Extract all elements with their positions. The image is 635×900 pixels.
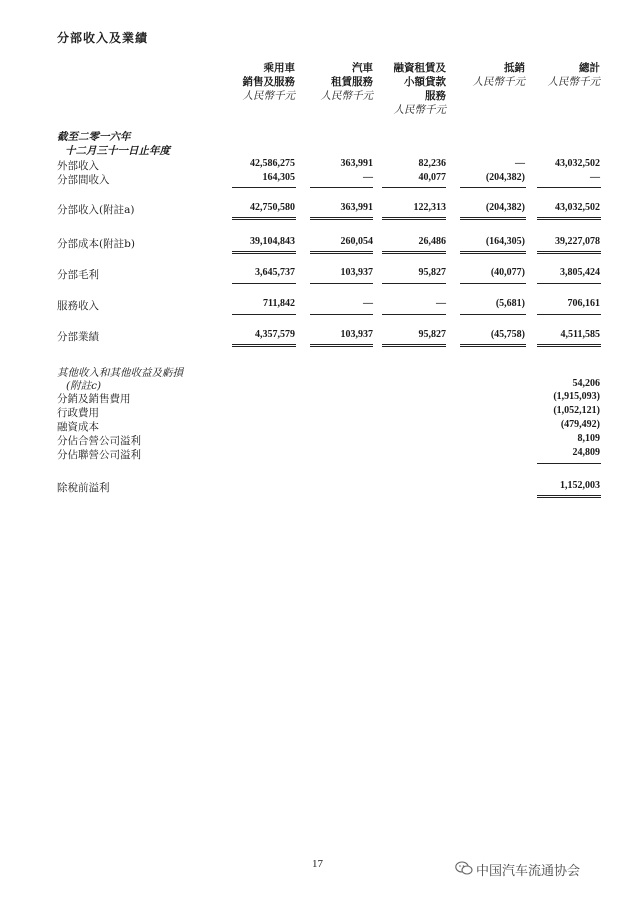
divider-line bbox=[232, 187, 296, 188]
table-cell: — bbox=[363, 172, 373, 183]
recon-label: 行政費用 bbox=[57, 407, 99, 419]
table-cell: 39,104,843 bbox=[250, 236, 295, 247]
table-cell: 4,357,579 bbox=[255, 329, 295, 340]
divider-line bbox=[232, 283, 296, 284]
double-divider-line bbox=[537, 344, 601, 347]
column-header-passenger bbox=[243, 61, 296, 103]
divider-line bbox=[460, 187, 526, 188]
table-cell: 3,645,737 bbox=[255, 267, 295, 278]
double-divider-line bbox=[382, 344, 446, 347]
row-label: 分部間收入 bbox=[57, 174, 110, 186]
divider-line bbox=[537, 314, 601, 315]
recon-label: 分佔合營公司溢利 bbox=[57, 435, 141, 447]
period-heading: 十二月三十一日止年度 bbox=[65, 145, 170, 157]
recon-label: (附註c) bbox=[66, 380, 102, 392]
column-header-unit: 人民幣千元 bbox=[393, 104, 446, 116]
divider-line bbox=[537, 283, 601, 284]
divider-line bbox=[537, 463, 601, 464]
table-cell: 4,511,585 bbox=[560, 329, 600, 340]
page-title: 分部收入及業績 bbox=[57, 31, 149, 45]
table-cell: (204,382) bbox=[485, 172, 525, 183]
row-label: 分部成本(附註b) bbox=[57, 238, 135, 250]
recon-label: 分銷及銷售費用 bbox=[57, 393, 131, 405]
column-header-unit: 人民幣千元 bbox=[547, 76, 600, 88]
table-cell: 43,032,502 bbox=[555, 202, 600, 213]
column-header-line: 融資租賃及 bbox=[393, 62, 446, 74]
column-header-line: 租賃服務 bbox=[331, 76, 373, 88]
divider-line bbox=[232, 314, 296, 315]
wechat-icon bbox=[455, 861, 473, 875]
column-header-line: 服務 bbox=[425, 90, 446, 102]
table-cell: (204,382) bbox=[485, 202, 525, 213]
double-divider-line bbox=[537, 217, 601, 220]
table-cell: 706,161 bbox=[567, 298, 600, 309]
table-cell: (45,758) bbox=[490, 329, 525, 340]
divider-line bbox=[537, 187, 601, 188]
table-cell: — bbox=[515, 158, 525, 169]
double-divider-line bbox=[382, 217, 446, 220]
column-header-line: 小額貸款 bbox=[404, 76, 446, 88]
recon-value: 24,809 bbox=[572, 447, 600, 458]
column-header-rental bbox=[321, 61, 374, 103]
page-number: 17 bbox=[312, 858, 323, 870]
column-header-finance bbox=[394, 61, 447, 117]
table-cell: 164,305 bbox=[262, 172, 295, 183]
table-cell: (164,305) bbox=[485, 236, 525, 247]
table-cell: — bbox=[590, 172, 600, 183]
column-header-line: 銷售及服務 bbox=[242, 76, 295, 88]
divider-line bbox=[460, 314, 526, 315]
divider-line bbox=[310, 283, 373, 284]
row-label: 分部毛利 bbox=[57, 269, 99, 281]
table-cell: 122,313 bbox=[413, 202, 446, 213]
recon-label: 分佔聯營公司溢利 bbox=[57, 449, 141, 461]
table-cell: 103,937 bbox=[340, 329, 373, 340]
row-label: 分部收入(附註a) bbox=[57, 204, 135, 216]
column-header-line: 汽車 bbox=[352, 62, 373, 74]
divider-line bbox=[310, 187, 373, 188]
table-cell: 42,586,275 bbox=[250, 158, 295, 169]
divider-line bbox=[382, 314, 446, 315]
row-label: 外部收入 bbox=[57, 160, 99, 172]
divider-line bbox=[310, 314, 373, 315]
recon-value: (1,915,093) bbox=[553, 391, 600, 402]
table-cell: — bbox=[363, 298, 373, 309]
table-cell: 363,991 bbox=[340, 158, 373, 169]
double-divider-line bbox=[537, 251, 601, 254]
table-cell: 42,750,580 bbox=[250, 202, 295, 213]
table-cell: 103,937 bbox=[340, 267, 373, 278]
profit-before-tax-value: 1,152,003 bbox=[560, 480, 600, 491]
table-cell: 43,032,502 bbox=[555, 158, 600, 169]
column-header-line: 總計 bbox=[579, 62, 600, 74]
period-heading: 截至二零一六年 bbox=[57, 131, 131, 143]
divider-line bbox=[460, 283, 526, 284]
double-divider-line bbox=[460, 217, 526, 220]
table-cell: (40,077) bbox=[490, 267, 525, 278]
double-divider-line bbox=[537, 495, 601, 498]
column-header-unit: 人民幣千元 bbox=[472, 76, 525, 88]
column-header-unit: 人民幣千元 bbox=[320, 90, 373, 102]
double-divider-line bbox=[310, 344, 373, 347]
profit-before-tax-label: 除稅前溢利 bbox=[57, 482, 110, 494]
row-label: 服務收入 bbox=[57, 300, 99, 312]
divider-line bbox=[382, 187, 446, 188]
column-header-total bbox=[548, 61, 601, 89]
double-divider-line bbox=[460, 251, 526, 254]
double-divider-line bbox=[232, 344, 296, 347]
column-header-elimination bbox=[473, 61, 526, 89]
recon-label: 融資成本 bbox=[57, 421, 99, 433]
table-cell: 95,827 bbox=[418, 329, 446, 340]
row-label: 分部業績 bbox=[57, 331, 99, 343]
table-cell: 711,842 bbox=[263, 298, 295, 309]
recon-label: 其他收入和其他收益及虧損 bbox=[57, 367, 183, 379]
double-divider-line bbox=[460, 344, 526, 347]
table-cell: 39,227,078 bbox=[555, 236, 600, 247]
double-divider-line bbox=[310, 217, 373, 220]
table-cell: (5,681) bbox=[495, 298, 525, 309]
watermark-text: 中国汽车流通协会 bbox=[476, 864, 581, 879]
double-divider-line bbox=[382, 251, 446, 254]
double-divider-line bbox=[310, 251, 373, 254]
table-cell: 260,054 bbox=[340, 236, 373, 247]
recon-value: (479,492) bbox=[560, 419, 600, 430]
double-divider-line bbox=[232, 251, 296, 254]
divider-line bbox=[382, 283, 446, 284]
recon-value: 54,206 bbox=[572, 378, 600, 389]
column-header-line: 乘用車 bbox=[263, 62, 295, 74]
column-header-line: 抵銷 bbox=[504, 62, 525, 74]
table-cell: 3,805,424 bbox=[560, 267, 600, 278]
table-cell: 82,236 bbox=[418, 158, 446, 169]
table-cell: 40,077 bbox=[418, 172, 446, 183]
recon-value: (1,052,121) bbox=[553, 405, 600, 416]
double-divider-line bbox=[232, 217, 296, 220]
column-header-unit: 人民幣千元 bbox=[242, 90, 295, 102]
table-cell: 95,827 bbox=[418, 267, 446, 278]
table-cell: — bbox=[436, 298, 446, 309]
recon-value: 8,109 bbox=[577, 433, 600, 444]
table-cell: 26,486 bbox=[418, 236, 446, 247]
table-cell: 363,991 bbox=[340, 202, 373, 213]
